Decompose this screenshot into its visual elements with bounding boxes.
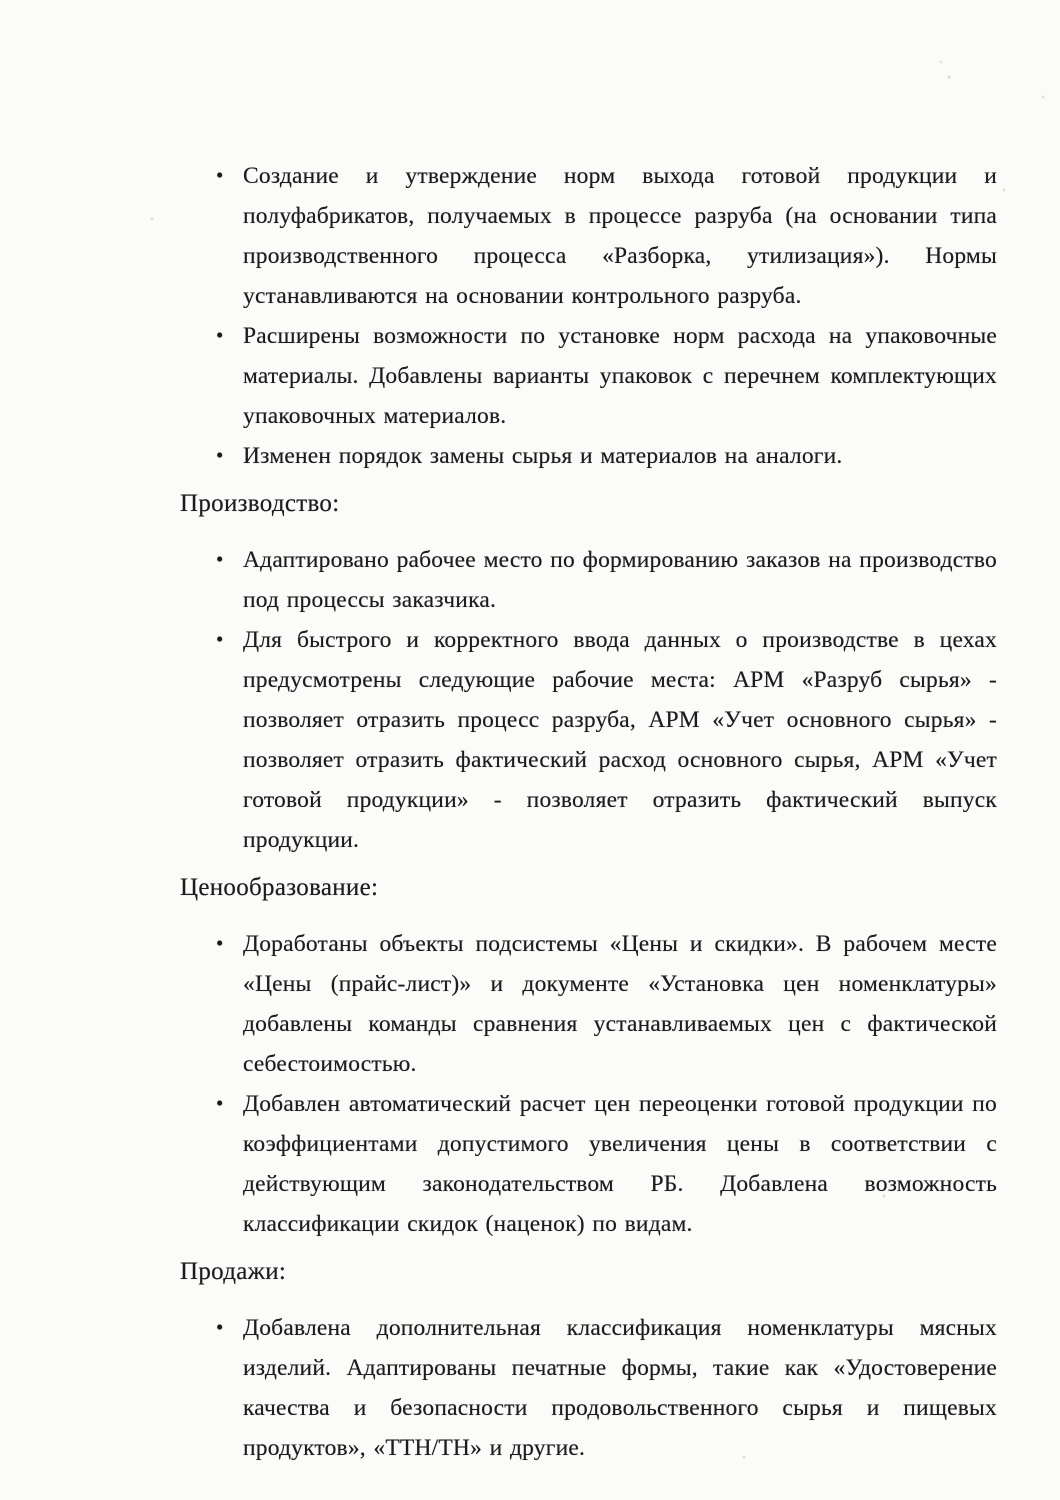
bullet-icon: • [216,1315,224,1339]
bullet-icon: • [216,163,224,187]
section-production [180,484,1000,860]
bullet-icon: • [216,1091,224,1115]
bullet-icon: • [216,627,224,651]
bullet-item [216,1084,997,1244]
bullet-item [216,156,997,316]
section-heading-sales: Продажи: [180,1258,287,1285]
bullet-item [216,924,997,1084]
bullet-text: Добавлена дополнительная классификация номенклатуры мясных изделий. Адаптированы печатные формы, такие как «Удостоверение качества и безопасности продовольственного сырья и пищевых продуктов», «ТТН/ТН» и другие. [243,1315,997,1461]
bullet-list [216,540,997,860]
bullet-item [216,540,997,620]
bullet-item [216,1308,997,1468]
bullet-text: Изменен порядок замены сырья и материалов на аналоги. [243,443,843,469]
bullet-item [216,316,997,436]
bullet-list [216,924,997,1244]
bullet-text: Создание и утверждение норм выхода готовой продукции и полуфабрикатов, получаемых в процессе разруба (на основании типа производственного процесса «Разборка, утилизация»). Нормы устанавливаются на основании контрольного разруба. [243,163,997,309]
bullet-text: Доработаны объекты подсистемы «Цены и скидки». В рабочем месте «Цены (прайс-лист)» и документе «Установка цен номенклатуры» добавлены команды сравнения устанавливаемых цен с фактической себестоимостью. [243,931,997,1077]
section-heading-production: Производство: [180,490,340,517]
bullet-icon: • [216,931,224,955]
section-pricing [180,868,1000,1244]
bullet-item [216,620,997,860]
bullet-icon: • [216,547,224,571]
bullet-icon: • [216,443,224,467]
bullet-text: Добавлен автоматический расчет цен переоценки готовой продукции по коэффициентами допустимого увеличения цены в соответствии с действующим законодательством РБ. Добавлена возможность классификации скидок (наценок) по видам. [243,1091,997,1237]
section-heading-pricing: Ценообразование: [180,874,379,901]
section-sales [180,1252,1000,1468]
bullet-list [216,1308,997,1468]
bullet-text: Для быстрого и корректного ввода данных о производстве в цехах предусмотрены следующие рабочие места: АРМ «Разруб сырья» - позволяет отразить процесс разруба, АРМ «Учет основного сырья» - позволяет отразить фактический расход основного сырья, АРМ «Учет готовой продукции» - позволяет отразить фактический выпуск продукции. [243,627,997,853]
bullet-item [216,436,997,476]
bullet-text: Адаптировано рабочее место по формированию заказов на производство под процессы заказчика. [243,547,997,613]
bullet-icon: • [216,323,224,347]
section-nomenclature [180,156,1000,476]
bullet-text: Расширены возможности по установке норм расхода на упаковочные материалы. Добавлены варианты упаковок с перечнем комплектующих упаковочных материалов. [243,323,997,429]
bullet-list [216,156,997,476]
